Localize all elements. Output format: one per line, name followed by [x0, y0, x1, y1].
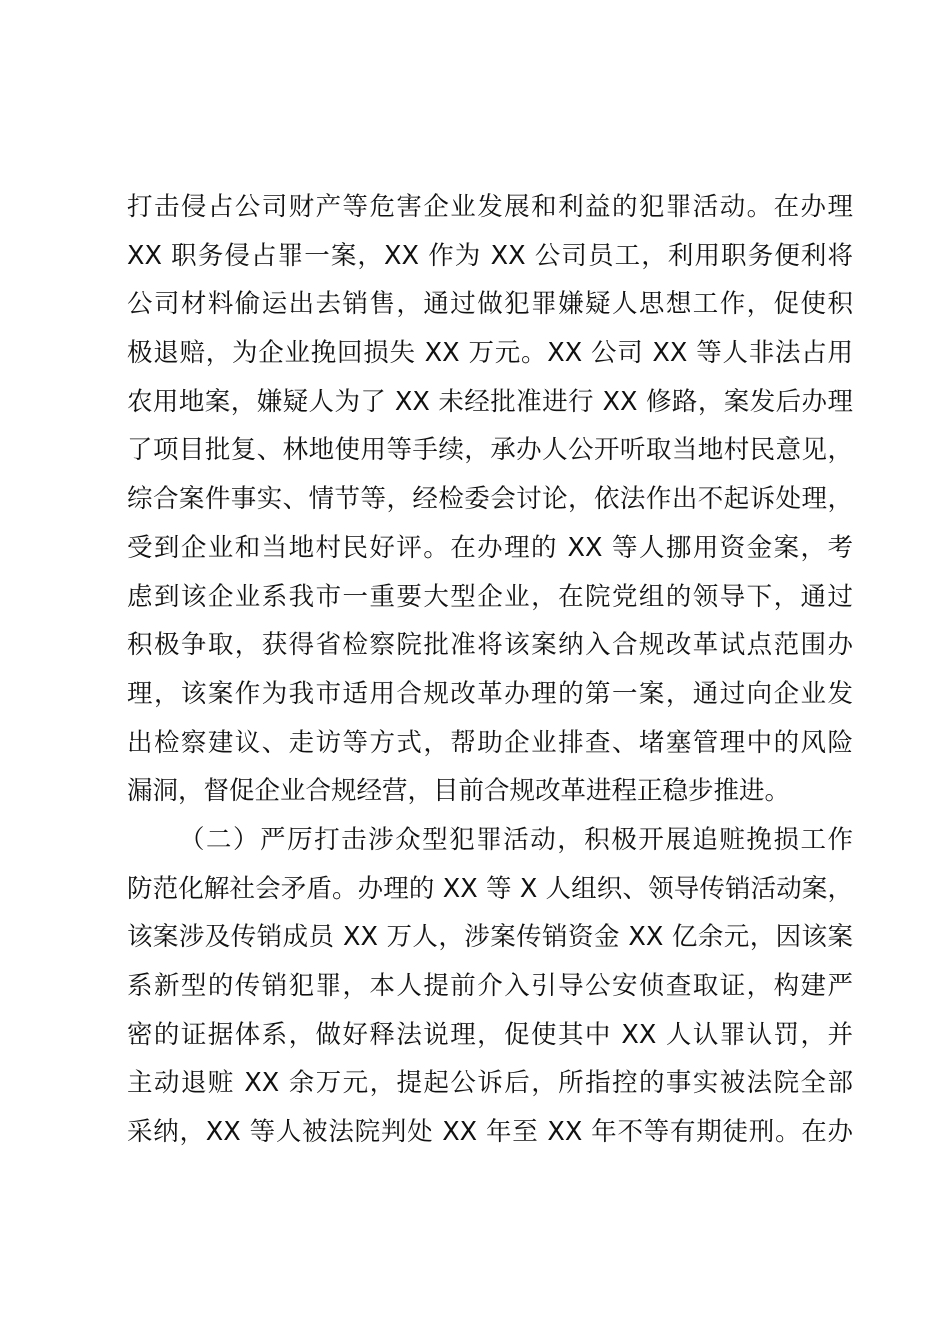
paragraph-1-line: XX 职务侵占罪一案，XX 作为 XX 公司员工，利用职务便利将 [127, 240, 853, 271]
paragraph-1-line: 理，该案作为我市适用合规改革办理的第一案，通过向企业发 [127, 678, 853, 709]
paragraph-2-line: （二）严厉打击涉众型犯罪活动，积极开展追赃挽损工作 [179, 824, 853, 855]
paragraph-1-line: 公司材料偷运出去销售，通过做犯罪嫌疑人思想工作，促使积 [127, 289, 853, 320]
document-body [127, 183, 853, 1157]
paragraph-2-line: 系新型的传销犯罪，本人提前介入引导公安侦查取证，构建严 [127, 971, 853, 1001]
paragraph-2-line: 防范化解社会矛盾。办理的 XX 等 X 人组织、领导传销活动案， [127, 873, 853, 904]
paragraph-1-line: 积极争取，获得省检察院批准将该案纳入合规改革试点范围办 [127, 630, 853, 661]
paragraph-1-line: 受到企业和当地村民好评。在办理的 XX 等人挪用资金案，考 [127, 532, 853, 563]
paragraph-2-line: 密的证据体系，做好释法说理，促使其中 XX 人认罪认罚，并 [127, 1019, 853, 1050]
paragraph-1-line: 漏洞，督促企业合规经营，目前合规改革进程正稳步推进。 [127, 776, 791, 807]
paragraph-1-line: 了项目批复、林地使用等手续，承办人公开听取当地村民意见， [127, 435, 853, 466]
paragraph-1-line: 出检察建议、走访等方式，帮助企业排查、堵塞管理中的风险 [127, 727, 853, 758]
paragraph-1-line: 极退赔，为企业挽回损失 XX 万元。XX 公司 XX 等人非法占用 [127, 338, 853, 369]
paragraph-1-line: 打击侵占公司财产等危害企业发展和利益的犯罪活动。在办理 [127, 192, 853, 222]
paragraph-1-line: 虑到该企业系我市一重要大型企业，在院党组的领导下，通过 [127, 581, 853, 612]
paragraph-2-line: 主动退赃 XX 余万元，提起公诉后，所指控的事实被法院全部 [127, 1068, 853, 1099]
paragraph-2-line: 该案涉及传销成员 XX 万人，涉案传销资金 XX 亿余元，因该案 [127, 922, 853, 953]
paragraph-1-line: 综合案件事实、情节等，经检委会讨论，依法作出不起诉处理， [127, 484, 853, 515]
paragraph-2-line: 采纳，XX 等人被法院判处 XX 年至 XX 年不等有期徒刑。在办 [127, 1117, 853, 1148]
paragraph-1-line: 农用地案，嫌疑人为了 XX 未经批准进行 XX 修路，案发后办理 [127, 386, 853, 417]
